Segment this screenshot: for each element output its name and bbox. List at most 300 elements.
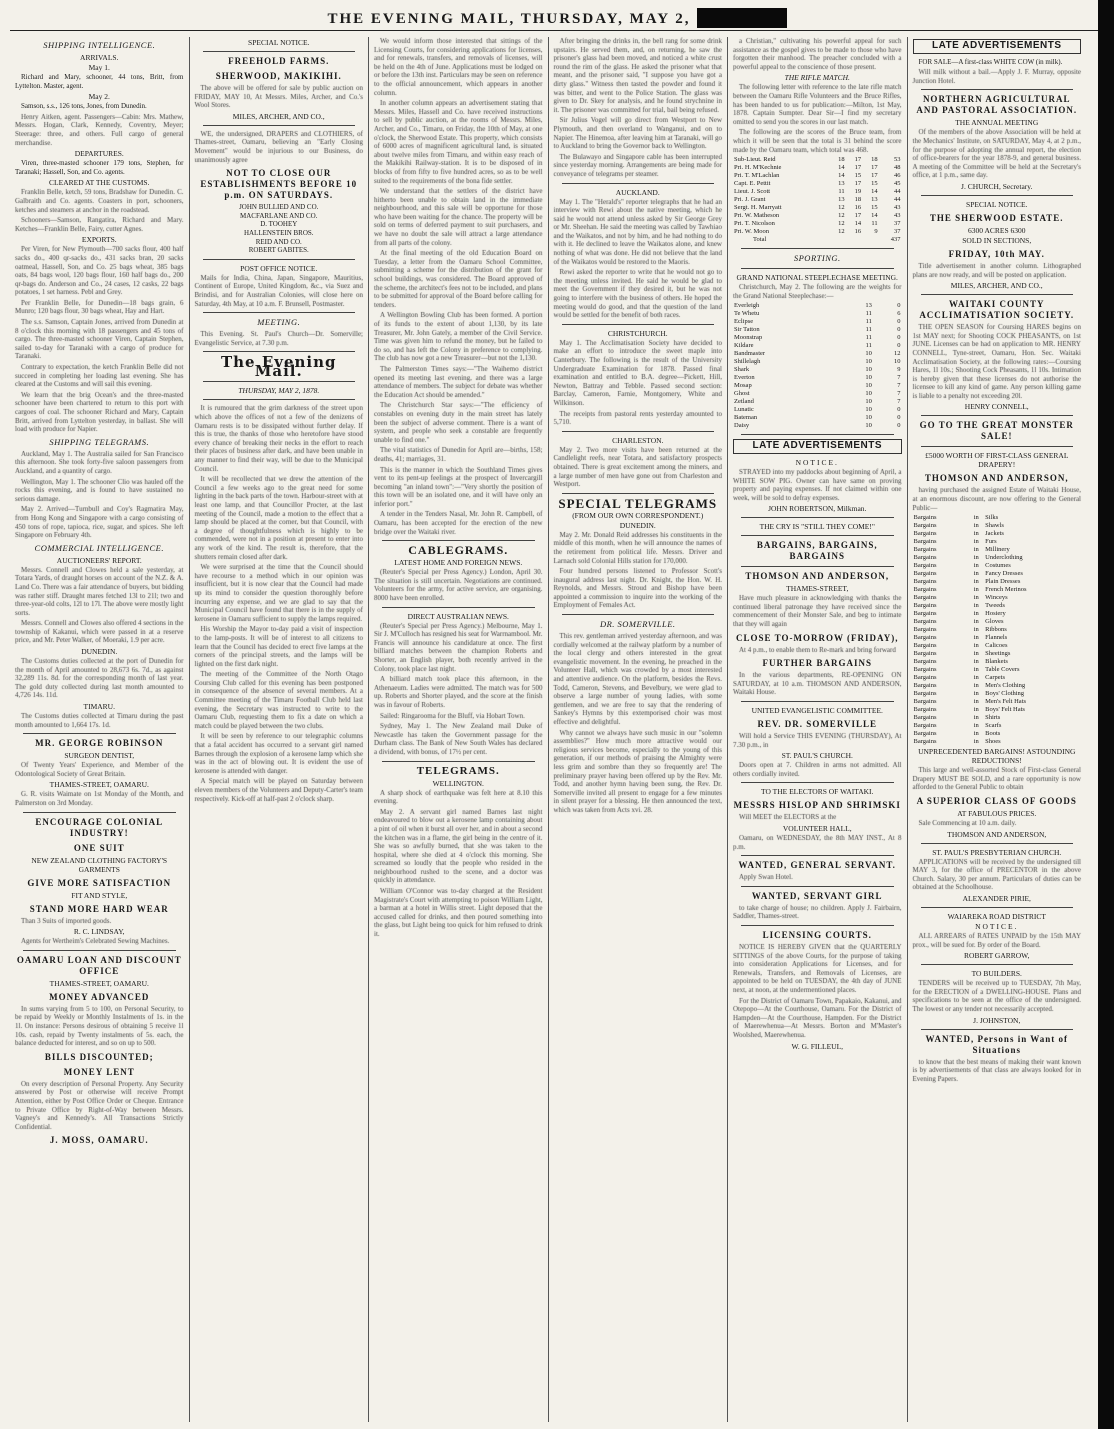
weight-row [733,398,902,406]
bargain-cell: Boys' Clothing [985,690,1025,698]
body-text: A Special match will be played on Saturday between eleven members of the Volunteers and Deputy-Carter's team respectively. Kick-off at half-past 2 o'clock sharp. [194,777,363,803]
ad-lindsay: R. C. LINDSAY, [73,927,125,937]
bargain-cell: in [973,530,979,538]
score-row [733,204,902,212]
body-text: We understand that the settlers of the district have hitherto been unable to obtain land in the immediate neighbourhood, and this sale will be opportune for those who have been waiting for the chance. The property will be sold on terms of deferred payment to suit purchasers, and we have no doubt the sale will attract a large attendance from all parts of the colony. [374,187,543,247]
bargain-row [913,650,1082,658]
bargain-row [913,514,1082,522]
bargain-cell: Bargains [913,682,937,690]
weight-cell: 0 [897,334,901,342]
bargain-cell: Ribbons [985,626,1007,634]
body-text: A sharp shock of earthquake was felt here at 8.10 this evening. [374,788,543,806]
bargain-cell: Bargains [913,650,937,658]
bargain-cell: in [973,738,979,746]
body-text: May 2. Arrived—Turnbull and Coy's Ragmatira May, from Hong Kong and Singapore with a cargo consisting of 450 tons of rope, tapioca, rice, sugar, and spices. She left Singapore on February 4th. [15,505,184,540]
ad-sold-sections: SOLD IN SECTIONS, [962,235,1032,245]
ad-acclimatisation: WAITAKI COUNTY ACCLIMATISATION SOCIETY. [919,299,1075,321]
bargain-cell: Tweeds [985,602,1005,610]
weight-row [733,318,902,326]
bargain-cell: Flannels [985,634,1008,642]
divider [203,259,356,260]
body-text: Schooners—Samson, Rangatira, Richard and Mary. Ketches—Franklin Belle, Fairy, cutter Agnes. [15,216,184,233]
bargain-cell: in [973,538,979,546]
weight-row [733,350,902,358]
divider [921,415,1074,416]
ad-robinson-title: SURGEON DENTIST, [64,751,135,761]
weight-cell: 10 [865,406,872,414]
divider [382,607,535,608]
body-text: G. R. visits Waimate on 1st Monday of the Month, and Palmerston on 3rd Monday. [15,790,184,807]
bargain-row [913,658,1082,666]
bargain-cell: in [973,714,979,722]
heading-arrivals: ARRIVALS. [80,53,119,62]
weight-cell: Bateman [734,414,758,422]
body-text: Title advertisement in another column. Lithographed plans are now ready, and will be posted on application. [912,261,1081,279]
bargain-cell: Bargains [913,658,937,666]
bargain-cell: Hosiery [985,610,1006,618]
bargain-cell: in [973,578,979,586]
weight-row [733,374,902,382]
body-text: Sailed: Ringarooma for the Bluff, via Hobart Town. [380,711,525,720]
divider [921,294,1074,295]
ad-not-close: NOT TO CLOSE OUR ESTABLISHMENTS BEFORE 10 p.m. ON SATURDAYS. [200,168,358,201]
late-ads-banner-right: LATE ADVERTISEMENTS [913,39,1082,54]
date: May 2. [88,92,110,102]
weight-cell: 10 [865,414,872,422]
redaction-block [697,8,787,28]
bargain-cell: Bargains [913,602,937,610]
score-row [733,172,902,180]
body-text: (Reuter's Special per Press Agency.) Melbourne, May 1. Sir J. M'Culloch has resigned his seat for Warrnambool. Mr. Francis will announce his candidature at once. The first billiard matches between the champion Roberts and Shorter, an English player, both recently arrived in the Colony, took place last night. [374,621,543,673]
bargain-row [913,706,1082,714]
body-text: Will hold a Service THIS EVENING (THURSDAY), At 7.30 p.m., in [733,732,902,749]
score-cell: Pri. W. Moon [734,228,770,236]
body-text: having purchased the assigned Estate of Waitaki House, at an enormous discount, are now offering to the General Public— [912,486,1081,512]
bargain-cell: in [973,586,979,594]
heading-wellington: WELLINGTON. [432,778,484,788]
body-text: Rewi asked the reporter to write that he would not go to the meeting unless invited. He said he would be glad to meet the Government if they desired it, but he was not going to interfere with the business of others. He hoped the meeting would do good, and that the question of the land would be settled for the benefit of both races. [553,268,722,320]
bargain-cell: in [973,554,979,562]
divider [741,248,894,249]
bargain-row [913,698,1082,706]
score-cell: 44 [894,188,901,196]
score-cell: 53 [894,156,901,164]
score-row [733,180,902,188]
divider [23,733,176,734]
body-text: Apply Swan Hotel. [739,873,793,882]
bargain-row [913,578,1082,586]
bargain-row [913,626,1082,634]
weight-cell: 0 [897,422,901,430]
ad-loan-address: THAMES-STREET, OAMARU. [49,978,149,988]
ad-bargains: BARGAINS, BARGAINS, BARGAINS [756,540,878,562]
weight-row [733,406,902,414]
bargain-row [913,562,1082,570]
ad-garrow: ROBERT GARROW, [964,951,1030,961]
ad-to-builders: TO BUILDERS. [971,969,1022,979]
score-cell: Pri. T. M'Lachlan [734,172,780,180]
divider [921,907,1074,908]
column-2 [190,37,370,1422]
editorial-date: THURSDAY, MAY 2, 1878. [238,386,320,396]
body-text: It is rumoured that the grim darkness of the street upon which above the offices of not a few of the denizens of Oamaru rests is to be dissipated without further delay. If this is true, the thanks of those who heretofore have stood every chance of breaking their necks in the effort to reach their places of business after dark, and have been unable in any manner to find their way, will be due to the Municipal Council. [194,404,363,473]
bargain-cell: in [973,570,979,578]
heading-special-notice: SPECIAL NOTICE. [248,38,310,47]
divider [741,434,894,435]
bargain-row [913,602,1082,610]
bargain-cell: in [973,706,979,714]
weight-cell: Moonstrap [734,334,763,342]
divider [741,566,894,567]
ad-thomson-anderson: THOMSON AND ANDERSON, [745,571,890,582]
body-text: It will be seen by reference to our telegraphic columns that a fatal accident has occurred to a servant girl named Barnes through the explosion of a kerosene lamp which she was in the act of blowing out. It is evident the use of kerosene is attended with danger. [194,732,363,775]
ad-further-bargains: FURTHER BARGAINS [762,658,872,669]
arrival-item: Samson, s.s., 126 tons, Jones, from Dunedin. [21,102,147,111]
ad-hislop: MESSRS HISLOP AND SHRIMSKI [733,800,901,811]
editorial-masthead: The Evening Mail. [220,353,337,380]
weight-cell: 0 [897,302,901,310]
bargain-cell: in [973,650,979,658]
weight-row [733,366,902,374]
ad-acres: 6300 ACRES 6300 [967,225,1026,235]
signatory: ROBERT GABITES. [248,246,309,255]
bargain-cell: Bargains [913,738,937,746]
heading-timaru: TIMARU. [83,702,115,712]
score-cell: Pri. W. Matheson [734,212,780,220]
weight-cell: Everleigh [734,302,760,310]
bargain-cell: Bargains [913,530,937,538]
heading-correspondent: (FROM OUR OWN CORRESPONDENT.) [572,510,704,520]
bargain-cell: Men's Clothing [985,682,1026,690]
bargain-cell: in [973,602,979,610]
body-text: Will MEET the ELECTORS at the [739,813,837,822]
score-cell: 17 [854,212,862,220]
heading-commercial: COMMERCIAL INTELLIGENCE. [34,542,164,553]
body-text: THE OPEN SEASON for Coursing HARES begins on 1st MAY next; for Shooting COCK PHEASANTS, on 1st JUNE. Licenses can be had on application to MR. HENRY CONNELL, Tyne-street, Oamaru, Hon. Sec. Waitaki Acclimatisation Society, at the following rates:—Coursing Hares, 1l 10s.; Shooting Cock Pheasants, 1l 10s. Intimation is hereby given that these licenses do not authorise the licensee to kill any kind of game. Any person killing game is liable to a penalty not exceeding 20l. [912,323,1081,400]
bargain-cell: in [973,674,979,682]
body-text: a Christian," cultivating his powerful appeal for such assistance as the gospel gives to be made to those who have forgotten their manhood. The preacher concluded with a powerful appeal to the conscience of those present. [733,37,902,71]
body-text: Contrary to expectation, the ketch Franklin Belle did not succeed in completing her loading last evening. She has cleared at the Customs and will sail this evening. [15,363,184,389]
heading-auckland: AUCKLAND. [615,187,660,197]
ad-moss: J. MOSS, OAMARU. [49,1135,149,1146]
score-cell: 13 [838,196,845,204]
score-cell: 44 [894,196,901,204]
bargain-cell: Bargains [913,514,937,522]
bargain-cell: in [973,698,979,706]
bargain-row [913,714,1082,722]
heading-sporting: SPORTING. [793,253,841,264]
body-text: Per Franklin Belle, for Dunedin—18 bags grain, 6 Munro; 120 bags flour, 30 bags wheat, Hay and Hart. [15,298,184,316]
bargain-cell: Bargains [913,522,937,530]
divider [382,540,535,541]
columns [10,37,1086,1422]
weight-row [733,422,902,430]
score-cell: 17 [854,156,862,164]
bargain-cell: in [973,594,979,602]
body-text: In the various departments, RE-OPENING ON SATURDAY, at 10 a.m. THOMSON AND ANDERSON, Waitaki House. [733,671,902,697]
heading-dr-somerville: DR. SOMERVILLE. [599,619,676,630]
heading-departures: DEPARTURES. [74,149,124,159]
bargain-row [913,610,1082,618]
ad-sherwood: SHERWOOD, MAKIKIHI. [215,71,342,81]
weight-cell: Mosap [734,382,752,390]
score-cell: 15 [871,180,878,188]
bargain-cell: Bargains [913,610,937,618]
score-cell: 15 [854,172,862,180]
bargain-row [913,738,1082,746]
body-text: Wellington, May 1. The schooner Clio was hauled off the rocks this evening, and is found to have sustained no serious damage. [15,477,184,503]
weight-row [733,382,902,390]
bargain-row [913,666,1082,674]
score-cell: Sergt. H. Marryatt [734,204,782,212]
bargain-cell: Bargains [913,674,937,682]
body-text: William O'Connor was to-day charged at the Resident Magistrate's Court with attempting to poison William Light, a barman at a hotel in Willis street. Light deposed that the accused called for drinks, and then poured something into the glass, but Light being too quick for him refused to drink it. [374,887,543,939]
heading-dunedin: DUNEDIN. [81,647,118,657]
ad-somerville: REV. DR. SOMERVILLE [757,719,878,730]
body-text: At the final meeting of the old Education Board on Tuesday, a letter from the Oamaru School Committee, submitting a scheme for the distribution of the grant for school buildings, was considered. The Board approved of the scheme, the architect's fees not to be included, and plans to be submitted for approval of the Board before calling for tenders. [374,249,543,309]
divider [562,614,715,615]
weight-cell: 11 [865,326,872,334]
weight-cell: 11 [865,342,872,350]
body-text: May 2. Mr. Donald Reid addresses his constituents in the middle of this month, when he will announce the names of the retirement from political life. Messrs. Driver and Larnach sold Colonial Hills station for 170,000. [553,530,722,565]
bargain-cell: Bargains [913,714,937,722]
divider [741,701,894,702]
masthead [10,6,1104,31]
bargain-cell: Millinery [985,546,1010,554]
ad-sherwood-estate: THE SHERWOOD ESTATE. [929,212,1064,223]
body-text: This Evening. St. Paul's Church—Dr. Somerville; Evangelistic Service, at 7.30 p.m. [194,330,363,347]
score-cell: 17 [871,172,878,180]
body-text: Why cannot we always have such music in our "solemn assemblies?" How much more attractive would our religious services become, especially to the young of this generation, if our methods of praising the Almighty were less grim and sombre than they so frequently are! The preliminary prayer having been offered up by the Rev. Mr. Todd, and another hymn having been sung, the Rev. Dr. Somerville invited all present to engage for a few minutes in silent prayer for a blessing. He then announced the text, which was taken from Acts xvi. 28. [553,728,722,814]
ad-robinson-name: MR. GEORGE ROBINSON [35,738,164,749]
body-text: The meeting of the Committee of the North Otago Coursing Club called for this evening has been postponed in consequence of the absence of several members. At a Committee meeting of the Timaru Football Club held last evening, the Secretary was instructed to write to the Oamaru Club, requesting them to fix a date on which a match could be played between the two clubs. [194,670,363,730]
heading-charleston: CHARLESTON. [612,435,664,445]
bargain-cell: in [973,618,979,626]
weight-cell: 10 [865,390,872,398]
divider [741,855,894,856]
body-text: Doors open at 7. Children in arms not admitted. All others cordially invited. [733,761,902,778]
body-text: Than 3 Suits of imported goods. [21,916,112,925]
bargain-cell: in [973,642,979,650]
score-cell: Pri. T. Nicolson [734,220,775,228]
divider [203,312,356,313]
score-cell: 9 [874,228,878,236]
body-text: A Wellington Bowling Club has been formed. A portion of its funds to the extent of about 1,130, by its late Treasurer, Mr. John Gately, a member of the Civil Service. Time was given him to refund the money, but he failed to do so, and has left the Colony in preference to complying. The club has now got a new Treasurer—but not the 1,130. [374,311,543,363]
bargain-cell: in [973,722,979,730]
late-ads-banner: LATE ADVERTISEMENTS [733,439,902,454]
body-text: to know that the best means of making their want known is by advertisements of that class are always looked for in Evening Papers. [912,1057,1081,1083]
column-6 [908,37,1087,1422]
ad-fabulous-prices: AT FABULOUS PRICES. [957,809,1037,819]
score-cell: 14 [838,172,845,180]
score-cell: 14 [838,164,845,172]
heading-rifle-match: THE RIFLE MATCH. [784,73,850,83]
heading-licensing: LICENSING COURTS. [762,929,872,940]
ad-servant-girl: WANTED, SERVANT GIRL [751,890,883,901]
body-text: Auckland, May 1. The Australia sailed for San Francisco this afternoon. She took forty-five saloon passengers from Auckland, and a quantity of cargo. [15,449,184,475]
bargain-cell: Silks [985,514,999,522]
bargain-cell: Table Covers [985,666,1020,674]
body-text: At 4 p.m., to enable them to Re-mark and bring forward [739,645,896,654]
body-text: ALL ARREARS of RATES UNPAID by the 15th MAY prox., will be sued for. By order of the Board. [912,932,1081,949]
ad-money-lent: MONEY LENT [63,1066,135,1077]
body-text: The receipts from pastoral rents yesterday amounted to 5,710. [553,409,722,427]
weight-cell: 11 [865,310,872,318]
weight-cell: Te Whetu [734,310,760,318]
score-cell: 11 [838,188,845,196]
score-cell: Capt. E. Pettit [734,180,771,188]
ad-still-they-come: THE CRY IS "STILL THEY COME!" [759,522,875,532]
weight-row [733,414,902,422]
score-total-row [733,236,902,244]
bargain-cell: Bargains [913,618,937,626]
body-text: May 1. The Acclimatisation Society have decided to make an effort to introduce the sweet maple into Canterbury. The following is the result of the University Undergraduate Examination for 1878. Passed final examination and entitled to B.A. degree—Pickett, Hill, Newton, Battray and Tebble. Passed second section: Barclay, Cameron, Farnie, Montgomery, White and Wilkinson. [553,338,722,407]
score-cell: 14 [871,212,878,220]
weight-cell: Shark [734,366,750,374]
ad-filleul: W. G. FILLEUL, [791,1041,844,1051]
score-row [733,212,902,220]
score-row [733,196,902,204]
body-text: The above will be offered for sale by public auction on FRIDAY, MAY 10, At Messrs. Miles, Archer, and Co.'s Wool Stores. [194,84,363,110]
divider [741,268,894,269]
signatory: REID AND CO. [255,237,302,246]
body-text: We would inform those interested that sittings of the Licensing Courts, for considering applications for licenses, and for renewals, transfers, and removals of licenses, will be held on the 4th of June. Applications must be lodged on or before the 13th inst. Particulars may be seen on reference to the official announcement, which appears in another column. [374,37,543,97]
ad-thomson-anderson-2: THOMSON AND ANDERSON, [924,473,1069,484]
ad-church-secretary: J. CHURCH, Secretary. [961,181,1033,191]
divider [921,89,1074,90]
score-cell: 13 [838,180,845,188]
weight-cell: 11 [865,318,872,326]
body-text: May 2. A servant girl named Barnes last night endeavoured to blow out a kerosene lamp containing about a pint of oil when it burst all over her, and in about a second the kitchen was in a flame, the girl being in the centre of it. She was so awfully burned, that she was taken to the hospital, where she died at 4 o'clock this morning. She screamed so loudly that the people who resided in the neighbourhood rushed to the scene, and a doctor was quickly in attendance. [374,807,543,885]
bargain-cell: Shoes [985,738,1001,746]
body-text: Of the members of the above Association will be held at the Mechanics' Institute, on SATURDAY, May 4, at 2 p.m., for the purpose of adopting the annual report, the election of office-bearers for the year 1878-9, and general business. A meeting of the Committee will be held at the Secretary's office, at 1 p.m., same day. [912,128,1081,180]
weight-cell: 0 [897,318,901,326]
weight-cell: 10 [865,422,872,430]
divider [203,125,356,126]
body-text: Mails for India, China, Japan, Singapore, Mauritius, Continent of Europe, United Kingdom, &c., via Suez and Brindisi, and for Australian Colonies, will close here on Saturday, 4th May, at 10 a.m. F. Brunsell, Postmaster. [194,273,363,308]
score-cell: 16 [854,204,862,212]
score-cell: 17 [854,180,862,188]
ad-fit-style: FIT AND STYLE, [71,890,128,900]
bargain-row [913,674,1082,682]
body-text: to take charge of house; no children. Apply J. Fairbairn, Saddler, Thames-street. [733,903,902,921]
heading-cleared: CLEARED AT THE CUSTOMS. [49,178,150,188]
weight-cell: Everton [734,374,755,382]
score-cell: Pri. H. M'Kechnie [734,164,782,172]
weight-cell: 0 [897,414,901,422]
arrival-item: Richard and Mary, schooner, 44 tons, Britt, from Lyttelton. Master, agent. [15,73,184,90]
weight-row [733,358,902,366]
ad-close-tomorrow: CLOSE TO-MORROW (FRIDAY), [736,632,899,643]
ad-money-advanced: MONEY ADVANCED [49,991,150,1002]
bargain-cell: Bargains [913,730,937,738]
ad-monster-sale: GO TO THE GREAT MONSTER SALE! [919,420,1074,442]
weight-cell: 10 [865,382,872,390]
heading-australian-news: DIRECT AUSTRALIAN NEWS. [407,611,509,621]
score-total-value: 437 [890,236,901,244]
weight-cell: 10 [865,366,872,374]
weight-cell: 7 [897,382,901,390]
signatories [195,203,364,255]
bargain-row [913,538,1082,546]
bargain-cell: Shawls [985,522,1004,530]
heading-dunedin: DUNEDIN. [619,520,656,530]
weight-cell: Sir Tatton [734,326,760,334]
weight-cell: Bandmaster [734,350,766,358]
score-row [733,164,902,172]
weight-cell: 7 [897,398,901,406]
divider [921,964,1074,965]
bargain-row [913,722,1082,730]
body-text: WE, the undersigned, DRAPERS and CLOTHIERS, of Thames-street, Oamaru, believing an "Early Closing Movement" would be injurious to our Business, do unanimously agree [194,129,363,164]
score-row [733,220,902,228]
ad-waiareka: WAIAREKA ROAD DISTRICT [947,912,1046,921]
bargain-row [913,618,1082,626]
ad-annual-meeting: THE ANNUAL MEETING [955,118,1039,128]
bargain-cell: Bargains [913,690,937,698]
ad-factory: NEW ZEALAND CLOTHING FACTORY'S GARMENTS [31,855,168,874]
departure-item: Viren, three-masted schooner 179 tons, Stephen, for Taranaki; Hassell, Son, and Co. agents. [15,159,184,176]
bargain-cell: in [973,546,979,554]
score-cell: 12 [838,220,845,228]
score-cell: 45 [894,180,901,188]
body-text: NOTICE IS HEREBY GIVEN that the QUARTERLY SITTINGS of the above Courts, for the purpose of taking into consideration Applications for Licenses, and for Renewals, Transfers, and Removals of Licenses, are appointed to be held on TUESDAY, the 4th day of JUNE next, at noon, at the undermentioned places. [733,942,902,994]
bargain-cell: in [973,514,979,522]
weight-cell: 10 [865,374,872,382]
bargain-cell: in [973,682,979,690]
bargain-cell: Bargains [913,578,937,586]
divider [382,761,535,762]
body-text: Of Twenty Years' Experience, and Member of the Odontological Society of Great Britain. [15,761,184,778]
ad-robinson-address: THAMES-STREET, OAMARU. [49,780,149,790]
heading-auctioneers: AUCTIONEERS' REPORT. [56,555,142,565]
body-text: Oamaru, on WEDNESDAY, the 8th MAY INST., At 8 p.m. [733,834,902,851]
bargain-cell: in [973,626,979,634]
column-3 [369,37,549,1422]
signatory: HALLENSTEIN BROS. [243,228,314,237]
divider [921,843,1074,844]
score-cell: 18 [838,156,845,164]
score-cell: Sub-Lieut. Reid [734,156,776,164]
bargain-cell: Bargains [913,642,937,650]
divider [203,399,356,400]
divider [562,324,715,325]
heading-notice: NOTICE. [795,457,839,467]
ad-bills: BILLS DISCOUNTED; [44,1051,154,1062]
bargain-cell: Bargains [913,570,937,578]
date: May 1. [88,63,110,72]
bargain-cell: Calicoes [985,642,1008,650]
body-text: The Christchurch Star says:—"The efficiency of constables on evening duty in the main street has lately been the subject of adverse comment. There is a want of system, and people who seek a constable are frequently unable to find one." [374,401,543,444]
heading-electors: TO THE ELECTORS OF WAITAKI. [761,787,874,797]
bargain-row [913,586,1082,594]
heading-steeplechase: GRAND NATIONAL STEEPLECHASE MEETING. [736,273,898,283]
heading-christchurch: CHRISTCHURCH. [607,328,668,338]
weight-cell: 0 [897,326,901,334]
signatory: D. TOOHEY [260,220,298,229]
ad-industry-heading: ENCOURAGE COLONIAL INDUSTRY! [35,816,164,838]
weight-row [733,390,902,398]
bargain-cell: in [973,658,979,666]
bargain-cell: Bargains [913,626,937,634]
divider [562,493,715,494]
body-text: Sydney, May 1. The New Zealand mail Duke of Newcastle has taken the Government passage for the Durham class. The Bank of New South Wales has declared a dividend, with bonus, of 17½ per cent. [374,722,543,756]
body-text: Messrs. Connell and Clowes also offered 4 sections in the township of Kakanui, which were passed in at a reserve price, and Mr. Peter Walker, of Moeraki, 1.9 per acre. [15,619,184,645]
divider [741,925,894,926]
divider [921,446,1074,447]
heading-post-office: POST OFFICE NOTICE. [240,263,318,273]
body-text: May 1. The "Herald's" reporter telegraphs that he had an interview with Rewi about the native meeting, which he said he would not attend unless asked by Sir George Grey or Mr. Sheehan. He said the meeting was called by Tawhiao and the Waikatos, and not by him, and he had nothing to do with it. He declined to leave the Waikatos alone, and knew nothing of what was done. He did not believe that the land of the Waikatos would be restored to the Maoris. [553,197,722,266]
